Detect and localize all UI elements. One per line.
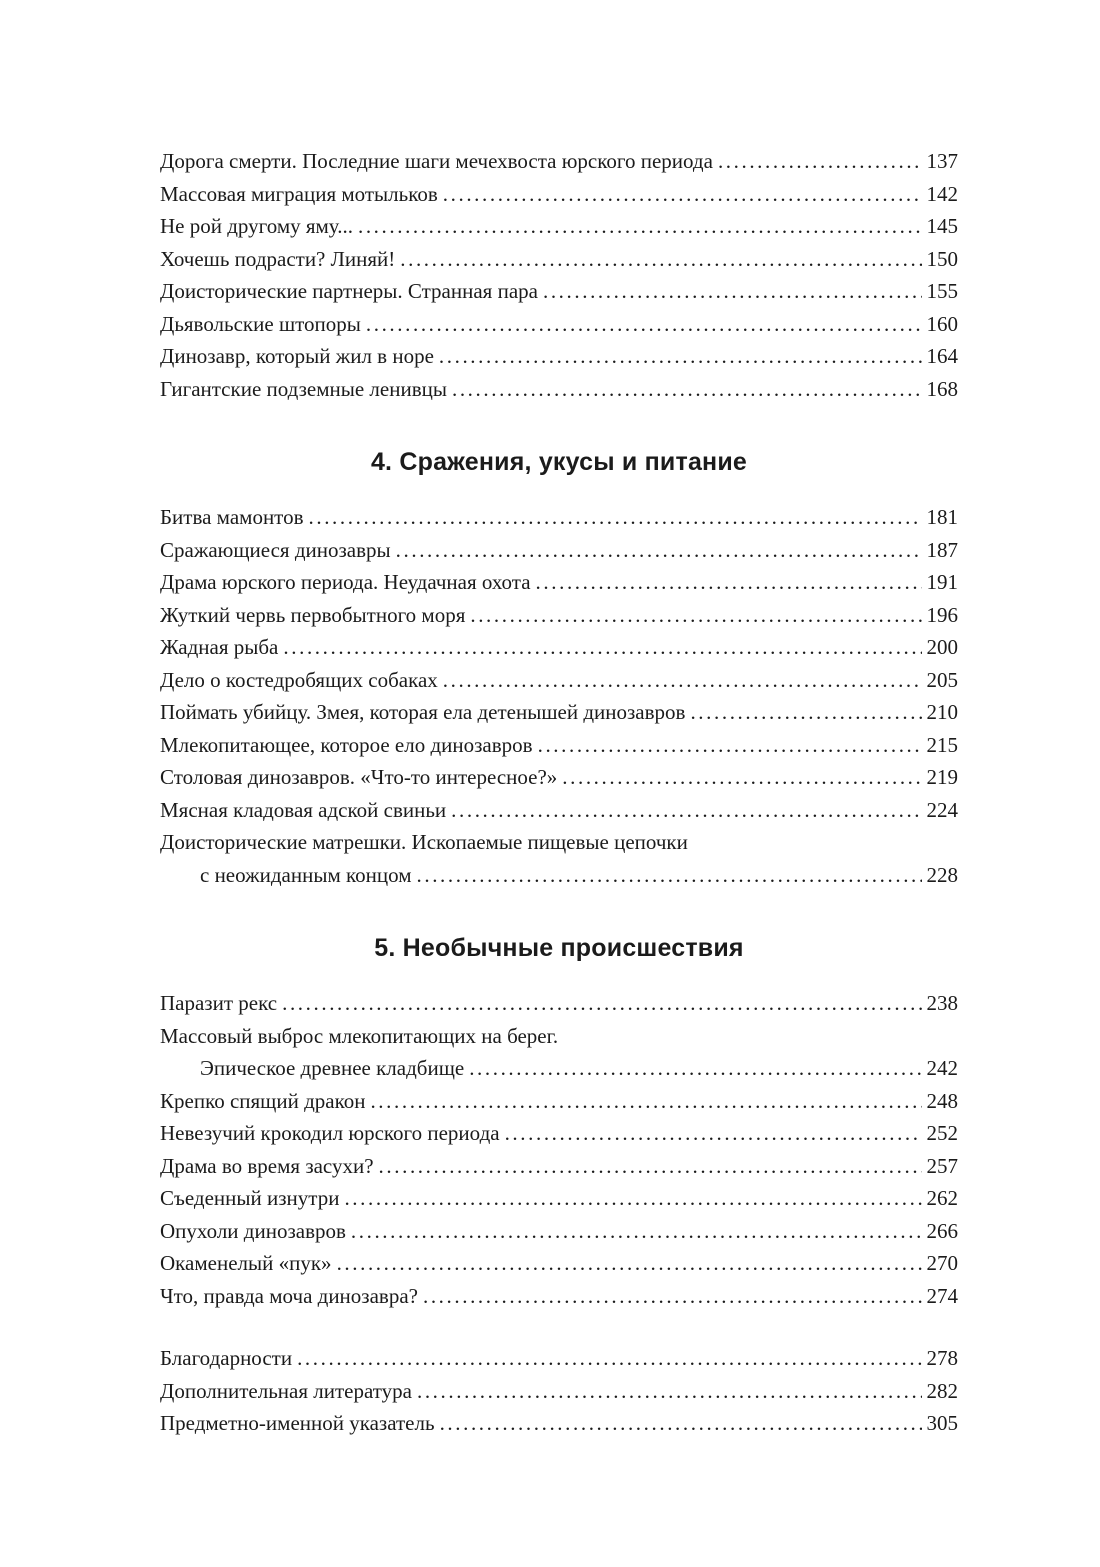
entry-title: Динозавр, который жил в норе <box>160 344 434 368</box>
entry-page-number: 210 <box>926 700 958 724</box>
entry-title: Что, правда моча динозавра? <box>160 1283 418 1308</box>
dot-leader <box>465 599 922 632</box>
entry-page-number: 164 <box>926 344 958 368</box>
entry-continuation <box>160 1052 958 1085</box>
entry-title-line1: Доисторические матрешки. Ископаемые пищевые цепочки <box>160 830 688 854</box>
toc-entry <box>160 1407 958 1440</box>
entry-page-number: 191 <box>926 570 958 594</box>
dot-leader <box>446 794 922 827</box>
entry-page-number: 242 <box>926 1056 958 1080</box>
toc-entry <box>160 145 958 178</box>
dot-leader <box>374 1150 922 1183</box>
toc-entry <box>160 340 958 373</box>
toc-entry <box>160 534 958 567</box>
entry-continuation <box>160 859 958 892</box>
dot-leader <box>346 1215 922 1248</box>
entry-title: Крепко спящий дракон <box>160 1088 366 1113</box>
entry-title: Дорога смерти. Последние шаги мечехвоста юрского периода <box>160 149 713 173</box>
entry-title: Предметно-именной указатель <box>160 1411 435 1435</box>
toc-entry <box>160 243 958 276</box>
entry-page-number: 150 <box>926 246 958 271</box>
entry-title: Опухоли динозавров <box>160 1218 346 1243</box>
toc-section <box>160 933 958 1312</box>
entry-title-line1: Массовый выброс млекопитающих на берег. <box>160 1023 559 1048</box>
toc-entry <box>160 664 958 697</box>
entry-title: Дьявольские штопоры <box>160 311 361 336</box>
entry-page-number: 205 <box>926 667 958 692</box>
entry-page-number: 248 <box>926 1088 958 1113</box>
toc-entry <box>160 210 958 243</box>
toc-entry <box>160 1020 958 1085</box>
entry-page-number: 137 <box>926 149 958 173</box>
entry-page-number: 200 <box>926 635 958 659</box>
dot-leader <box>365 1085 922 1118</box>
entry-page-number: 219 <box>926 765 958 789</box>
toc-entry <box>160 308 958 341</box>
entry-page-number: 278 <box>926 1346 958 1370</box>
entry-title: Поймать убийцу. Змея, которая ела детенышей динозавров <box>160 700 686 724</box>
entry-title: Съеденный изнутри <box>160 1186 340 1210</box>
toc-entry <box>160 599 958 632</box>
dot-leader <box>292 1342 922 1375</box>
entry-page-number: 266 <box>926 1218 958 1243</box>
entry-page-number: 196 <box>926 602 958 627</box>
dot-leader <box>435 1407 922 1440</box>
entry-title: Драма во время засухи? <box>160 1153 374 1178</box>
dot-leader <box>339 1182 922 1215</box>
toc-entry <box>160 1342 958 1375</box>
toc-entry <box>160 696 958 729</box>
entry-title: Хочешь подрасти? Линяй! <box>160 246 396 271</box>
toc-entry <box>160 1215 958 1248</box>
entry-title: Жадная рыба <box>160 635 279 659</box>
toc-entry <box>160 826 958 891</box>
entry-page-number: 168 <box>926 376 958 401</box>
dot-leader <box>418 1280 922 1313</box>
toc-entry <box>160 501 958 534</box>
toc-entry <box>160 729 958 762</box>
toc-section <box>160 447 958 891</box>
toc-entry <box>160 1375 958 1408</box>
entry-title: Сражающиеся динозавры <box>160 537 391 562</box>
entry-title: Паразит рекс <box>160 991 278 1015</box>
entry-page-number: 252 <box>926 1121 958 1145</box>
entry-page-number: 228 <box>926 862 958 887</box>
toc-entry <box>160 631 958 664</box>
entry-title: Не рой другому яму... <box>160 214 353 238</box>
dot-leader <box>412 1375 922 1408</box>
entry-title: Дело о костедробящих собаках <box>160 667 438 692</box>
toc-entry <box>160 761 958 794</box>
dot-leader <box>412 859 923 892</box>
entry-title: Мясная кладовая адской свиньи <box>160 797 447 822</box>
dot-leader <box>531 566 922 599</box>
dot-leader <box>464 1052 922 1085</box>
entry-page-number: 160 <box>926 311 958 336</box>
section-heading: 4. Сражения, укусы и питание <box>370 448 748 476</box>
entry-title: Благодарности <box>160 1346 293 1370</box>
entry-title-line2: с неожиданным концом <box>200 862 412 887</box>
entry-title: Массовая миграция мотыльков <box>160 181 438 206</box>
dot-leader <box>277 987 922 1020</box>
dot-leader <box>395 243 922 276</box>
toc-entry <box>160 178 958 211</box>
toc-entry <box>160 1280 958 1313</box>
dot-leader <box>533 729 922 762</box>
entry-page-number: 145 <box>926 214 958 238</box>
entry-page-number: 282 <box>926 1378 958 1403</box>
entry-page-number: 305 <box>926 1411 958 1435</box>
entry-page-number: 215 <box>926 732 958 757</box>
dot-leader <box>557 761 922 794</box>
entry-title: Драма юрского периода. Неудачная охота <box>160 570 531 594</box>
entry-page-number: 257 <box>926 1153 958 1178</box>
dot-leader <box>332 1247 922 1280</box>
entry-title: Невезучий крокодил юрского периода <box>160 1121 500 1145</box>
entry-page-number: 262 <box>926 1186 958 1210</box>
entry-title: Дополнительная литература <box>160 1378 412 1403</box>
toc-entry <box>160 1117 958 1150</box>
dot-leader <box>361 308 922 341</box>
dot-leader <box>353 210 922 243</box>
dot-leader <box>438 664 922 697</box>
toc-entry <box>160 1182 958 1215</box>
entry-title: Гигантские подземные ленивцы <box>160 376 447 401</box>
toc-entry <box>160 275 958 308</box>
table-of-contents <box>160 145 958 1440</box>
toc-entry <box>160 373 958 406</box>
dot-leader <box>278 631 922 664</box>
entry-page-number: 224 <box>926 797 958 822</box>
entry-title: Жуткий червь первобытного моря <box>160 602 466 627</box>
toc-entry <box>160 1150 958 1183</box>
toc-entry <box>160 987 958 1020</box>
entry-title: Окаменелый «пук» <box>160 1251 332 1275</box>
dot-leader <box>434 340 922 373</box>
entry-title: Битва мамонтов <box>160 505 304 529</box>
dot-leader <box>538 275 922 308</box>
entry-page-number: 238 <box>926 991 958 1015</box>
entry-title: Столовая динозавров. «Что-то интересное?» <box>160 765 558 789</box>
entry-page-number: 274 <box>926 1283 958 1308</box>
toc-section <box>160 145 958 405</box>
entry-page-number: 187 <box>926 537 958 562</box>
dot-leader <box>304 501 923 534</box>
entry-title: Млекопитающее, которое ело динозавров <box>160 732 533 757</box>
entry-title-line2: Эпическое древнее кладбище <box>200 1056 465 1080</box>
toc-entry <box>160 566 958 599</box>
toc-entry <box>160 1085 958 1118</box>
entry-title: Доисторические партнеры. Странная пара <box>160 279 538 303</box>
toc-entry <box>160 1247 958 1280</box>
dot-leader <box>713 145 922 178</box>
toc-section <box>160 1342 958 1440</box>
entry-page-number: 142 <box>926 181 958 206</box>
entry-page-number: 155 <box>926 279 958 303</box>
toc-entry <box>160 794 958 827</box>
entry-page-number: 181 <box>926 505 958 529</box>
section-heading: 5. Необычные происшествия <box>374 934 744 962</box>
entry-page-number: 270 <box>926 1251 958 1275</box>
dot-leader <box>447 373 922 406</box>
dot-leader <box>685 696 922 729</box>
dot-leader <box>391 534 922 567</box>
dot-leader <box>500 1117 922 1150</box>
dot-leader <box>438 178 922 211</box>
